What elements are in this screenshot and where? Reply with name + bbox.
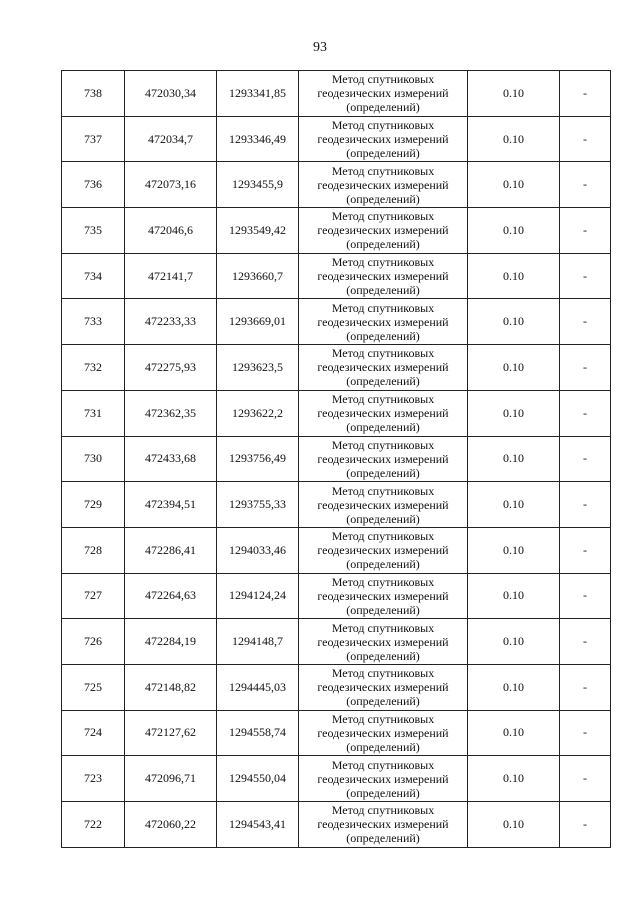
page-number: 93 <box>313 40 327 55</box>
table-row <box>62 710 611 756</box>
method-line: Метод спутниковых <box>331 711 435 726</box>
method-cell <box>299 390 468 436</box>
method-line: геодезических измерений <box>317 588 449 603</box>
y-coordinate: 1293346,49 <box>217 116 299 162</box>
y-coordinate: 1294558,74 <box>217 710 299 756</box>
method-line: (определений) <box>346 694 420 709</box>
method-line: геодезических измерений <box>317 451 449 466</box>
y-coordinate: 1293455,9 <box>217 162 299 208</box>
table-row <box>62 802 611 848</box>
method-line: (определений) <box>346 146 420 161</box>
method-line: Метод спутниковых <box>331 803 435 818</box>
accuracy-value: 0.10 <box>468 116 560 162</box>
method-line: (определений) <box>346 557 420 572</box>
description-value: - <box>560 71 611 117</box>
method-cell <box>299 664 468 710</box>
point-number: 722 <box>62 802 125 848</box>
accuracy-value: 0.10 <box>468 390 560 436</box>
table-row <box>62 71 611 117</box>
description-value: - <box>560 345 611 391</box>
table-row <box>62 619 611 665</box>
x-coordinate: 472046,6 <box>125 208 217 254</box>
method-line: Метод спутниковых <box>331 483 435 498</box>
method-line: (определений) <box>346 648 420 663</box>
method-cell <box>299 802 468 848</box>
y-coordinate: 1293341,85 <box>217 71 299 117</box>
method-line: геодезических измерений <box>317 634 449 649</box>
x-coordinate: 472127,62 <box>125 710 217 756</box>
accuracy-value: 0.10 <box>468 345 560 391</box>
table-row <box>62 482 611 528</box>
table-row <box>62 756 611 802</box>
method-line: геодезических измерений <box>317 406 449 421</box>
method-line: (определений) <box>346 374 420 389</box>
x-coordinate: 472034,7 <box>125 116 217 162</box>
method-line: геодезических измерений <box>317 86 449 101</box>
method-line: Метод спутниковых <box>331 255 435 270</box>
method-cell <box>299 527 468 573</box>
point-number: 736 <box>62 162 125 208</box>
x-coordinate: 472433,68 <box>125 436 217 482</box>
table-row <box>62 116 611 162</box>
table-row <box>62 299 611 345</box>
table-row <box>62 436 611 482</box>
accuracy-value: 0.10 <box>468 573 560 619</box>
accuracy-value: 0.10 <box>468 253 560 299</box>
method-line: Метод спутниковых <box>331 392 435 407</box>
table-body <box>62 71 611 848</box>
y-coordinate: 1294543,41 <box>217 802 299 848</box>
description-value: - <box>560 208 611 254</box>
method-line: Метод спутниковых <box>331 757 435 772</box>
point-number: 732 <box>62 345 125 391</box>
description-value: - <box>560 253 611 299</box>
y-coordinate: 1294148,7 <box>217 619 299 665</box>
method-line: Метод спутниковых <box>331 163 435 178</box>
y-coordinate: 1293756,49 <box>217 436 299 482</box>
accuracy-value: 0.10 <box>468 710 560 756</box>
y-coordinate: 1294124,24 <box>217 573 299 619</box>
method-line: геодезических измерений <box>317 497 449 512</box>
accuracy-value: 0.10 <box>468 299 560 345</box>
description-value: - <box>560 527 611 573</box>
method-line: (определений) <box>346 831 420 846</box>
x-coordinate: 472394,51 <box>125 482 217 528</box>
method-cell <box>299 299 468 345</box>
y-coordinate: 1293755,33 <box>217 482 299 528</box>
y-coordinate: 1293623,5 <box>217 345 299 391</box>
method-line: геодезических измерений <box>317 132 449 147</box>
method-line: Метод спутниковых <box>331 574 435 589</box>
y-coordinate: 1294033,46 <box>217 527 299 573</box>
method-line: геодезических измерений <box>317 269 449 284</box>
point-number: 730 <box>62 436 125 482</box>
x-coordinate: 472141,7 <box>125 253 217 299</box>
method-line: геодезических измерений <box>317 817 449 832</box>
method-cell <box>299 116 468 162</box>
point-number: 731 <box>62 390 125 436</box>
point-number: 738 <box>62 71 125 117</box>
accuracy-value: 0.10 <box>468 162 560 208</box>
y-coordinate: 1293549,42 <box>217 208 299 254</box>
method-cell <box>299 756 468 802</box>
method-line: (определений) <box>346 100 420 115</box>
description-value: - <box>560 162 611 208</box>
method-line: (определений) <box>346 511 420 526</box>
method-line: Метод спутниковых <box>331 437 435 452</box>
y-coordinate: 1294445,03 <box>217 664 299 710</box>
method-cell <box>299 345 468 391</box>
x-coordinate: 472284,19 <box>125 619 217 665</box>
y-coordinate: 1294550,04 <box>217 756 299 802</box>
method-line: геодезических измерений <box>317 680 449 695</box>
x-coordinate: 472060,22 <box>125 802 217 848</box>
accuracy-value: 0.10 <box>468 71 560 117</box>
method-line: Метод спутниковых <box>331 666 435 681</box>
accuracy-value: 0.10 <box>468 756 560 802</box>
table-row <box>62 162 611 208</box>
description-value: - <box>560 756 611 802</box>
method-line: Метод спутниковых <box>331 300 435 315</box>
x-coordinate: 472275,93 <box>125 345 217 391</box>
description-value: - <box>560 664 611 710</box>
table-row <box>62 345 611 391</box>
accuracy-value: 0.10 <box>468 619 560 665</box>
accuracy-value: 0.10 <box>468 482 560 528</box>
method-line: Метод спутниковых <box>331 529 435 544</box>
y-coordinate: 1293669,01 <box>217 299 299 345</box>
method-cell <box>299 208 468 254</box>
point-number: 726 <box>62 619 125 665</box>
method-line: Метод спутниковых <box>331 346 435 361</box>
method-line: Метод спутниковых <box>331 209 435 224</box>
method-line: геодезических измерений <box>317 725 449 740</box>
method-line: (определений) <box>346 237 420 252</box>
accuracy-value: 0.10 <box>468 802 560 848</box>
method-cell <box>299 573 468 619</box>
method-cell <box>299 710 468 756</box>
y-coordinate: 1293660,7 <box>217 253 299 299</box>
method-cell <box>299 71 468 117</box>
method-line: Метод спутниковых <box>331 620 435 635</box>
point-number: 723 <box>62 756 125 802</box>
accuracy-value: 0.10 <box>468 436 560 482</box>
description-value: - <box>560 116 611 162</box>
y-coordinate: 1293622,2 <box>217 390 299 436</box>
method-line: геодезических измерений <box>317 771 449 786</box>
method-cell <box>299 253 468 299</box>
table-row <box>62 253 611 299</box>
accuracy-value: 0.10 <box>468 664 560 710</box>
x-coordinate: 472264,63 <box>125 573 217 619</box>
coordinates-table <box>61 70 611 848</box>
x-coordinate: 472148,82 <box>125 664 217 710</box>
point-number: 728 <box>62 527 125 573</box>
method-line: (определений) <box>346 465 420 480</box>
method-cell <box>299 619 468 665</box>
x-coordinate: 472096,71 <box>125 756 217 802</box>
point-number: 735 <box>62 208 125 254</box>
table-row <box>62 664 611 710</box>
point-number: 737 <box>62 116 125 162</box>
method-line: (определений) <box>346 420 420 435</box>
method-line: (определений) <box>346 739 420 754</box>
table-row <box>62 573 611 619</box>
method-line: (определений) <box>346 191 420 206</box>
point-number: 724 <box>62 710 125 756</box>
x-coordinate: 472362,35 <box>125 390 217 436</box>
description-value: - <box>560 710 611 756</box>
description-value: - <box>560 299 611 345</box>
description-value: - <box>560 619 611 665</box>
method-cell <box>299 436 468 482</box>
accuracy-value: 0.10 <box>468 208 560 254</box>
method-line: геодезических измерений <box>317 543 449 558</box>
method-line: Метод спутниковых <box>331 118 435 133</box>
point-number: 733 <box>62 299 125 345</box>
method-line: (определений) <box>346 328 420 343</box>
method-line: (определений) <box>346 602 420 617</box>
table-row <box>62 208 611 254</box>
method-cell <box>299 482 468 528</box>
method-line: геодезических измерений <box>317 314 449 329</box>
description-value: - <box>560 436 611 482</box>
point-number: 725 <box>62 664 125 710</box>
point-number: 729 <box>62 482 125 528</box>
x-coordinate: 472233,33 <box>125 299 217 345</box>
method-line: геодезических измерений <box>317 223 449 238</box>
method-line: (определений) <box>346 785 420 800</box>
method-line: Метод спутниковых <box>331 72 435 87</box>
method-line: геодезических измерений <box>317 360 449 375</box>
point-number: 734 <box>62 253 125 299</box>
method-cell <box>299 162 468 208</box>
point-number: 727 <box>62 573 125 619</box>
x-coordinate: 472030,34 <box>125 71 217 117</box>
method-line: (определений) <box>346 283 420 298</box>
description-value: - <box>560 482 611 528</box>
method-line: геодезических измерений <box>317 177 449 192</box>
x-coordinate: 472073,16 <box>125 162 217 208</box>
description-value: - <box>560 390 611 436</box>
description-value: - <box>560 573 611 619</box>
description-value: - <box>560 802 611 848</box>
table-row <box>62 390 611 436</box>
x-coordinate: 472286,41 <box>125 527 217 573</box>
table-row <box>62 527 611 573</box>
accuracy-value: 0.10 <box>468 527 560 573</box>
